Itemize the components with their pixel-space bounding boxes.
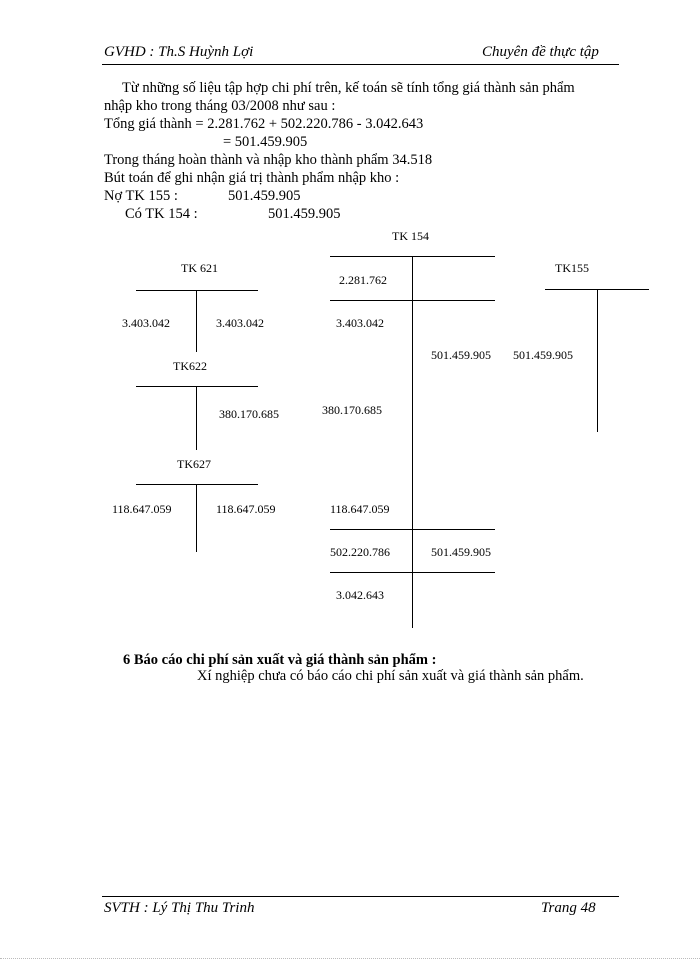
body-line-3: Tổng giá thành = 2.281.762 + 502.220.786 - 3.042.643 [104,116,424,132]
header-advisor: GVHD : Th.S Huỳnh Lợi [104,44,254,60]
tk154-closing-rule [330,572,495,573]
tk155-debit: 501.459.905 [513,348,573,362]
footer-rule [102,896,619,897]
debit-entry-value: 501.459.905 [228,188,301,204]
tk622-hline [136,386,258,387]
tk154-closing: 3.042.643 [336,588,384,602]
tk154-title: TK 154 [392,229,429,243]
tk154-total-rule [330,529,495,530]
tk627-debit: 118.647.059 [112,502,172,516]
body-line-2: nhập kho trong tháng 03/2008 như sau : [104,98,336,114]
section-6-heading: 6 Báo cáo chi phí sản xuất và giá thành sản phẩm : [123,652,437,668]
tk627-hline [136,484,258,485]
tk154-total-debit: 502.220.786 [330,545,390,559]
tk627-vline [196,484,197,552]
page-bottom-edge [0,958,700,959]
section-6-text: Xí nghiệp chưa có báo cáo chi phí sản xuất và giá thành sản phẩm. [197,668,584,684]
header-title: Chuyên đề thực tập [482,44,599,60]
tk621-debit: 3.403.042 [122,316,170,330]
credit-entry-value: 501.459.905 [268,206,341,222]
tk154-opening: 2.281.762 [339,273,387,287]
tk622-title: TK622 [173,359,207,373]
tk622-credit: 380.170.685 [219,407,279,421]
body-line-4: = 501.459.905 [223,134,308,150]
body-line-6: Bút toán để ghi nhận giá trị thành phẩm nhập kho : [104,170,400,186]
tk627-title: TK627 [177,457,211,471]
tk155-vline [597,289,598,432]
tk154-opening-rule [330,300,495,301]
footer-page-number: Trang 48 [541,900,596,916]
tk622-vline [196,386,197,450]
debit-entry-label: Nợ TK 155 : [104,188,178,204]
tk155-title: TK155 [555,261,589,275]
body-line-1: Từ những số liệu tập hợp chi phí trên, kế toán sẽ tính tổng giá thành sản phẩm [122,80,575,96]
tk621-title: TK 621 [181,261,218,275]
tk154-credit-1: 501.459.905 [431,348,491,362]
tk154-total-credit: 501.459.905 [431,545,491,559]
body-line-5: Trong tháng hoàn thành và nhập kho thành phẩm 34.518 [104,152,433,168]
credit-entry-label: Có TK 154 : [125,206,198,222]
header-rule [102,64,619,65]
tk154-debit-2: 380.170.685 [322,403,382,417]
footer-student: SVTH : Lý Thị Thu Trinh [104,900,255,916]
tk154-debit-1: 3.403.042 [336,316,384,330]
tk621-credit: 3.403.042 [216,316,264,330]
tk627-credit: 118.647.059 [216,502,276,516]
tk621-hline [136,290,258,291]
tk621-vline [196,290,197,352]
tk154-debit-3: 118.647.059 [330,502,390,516]
